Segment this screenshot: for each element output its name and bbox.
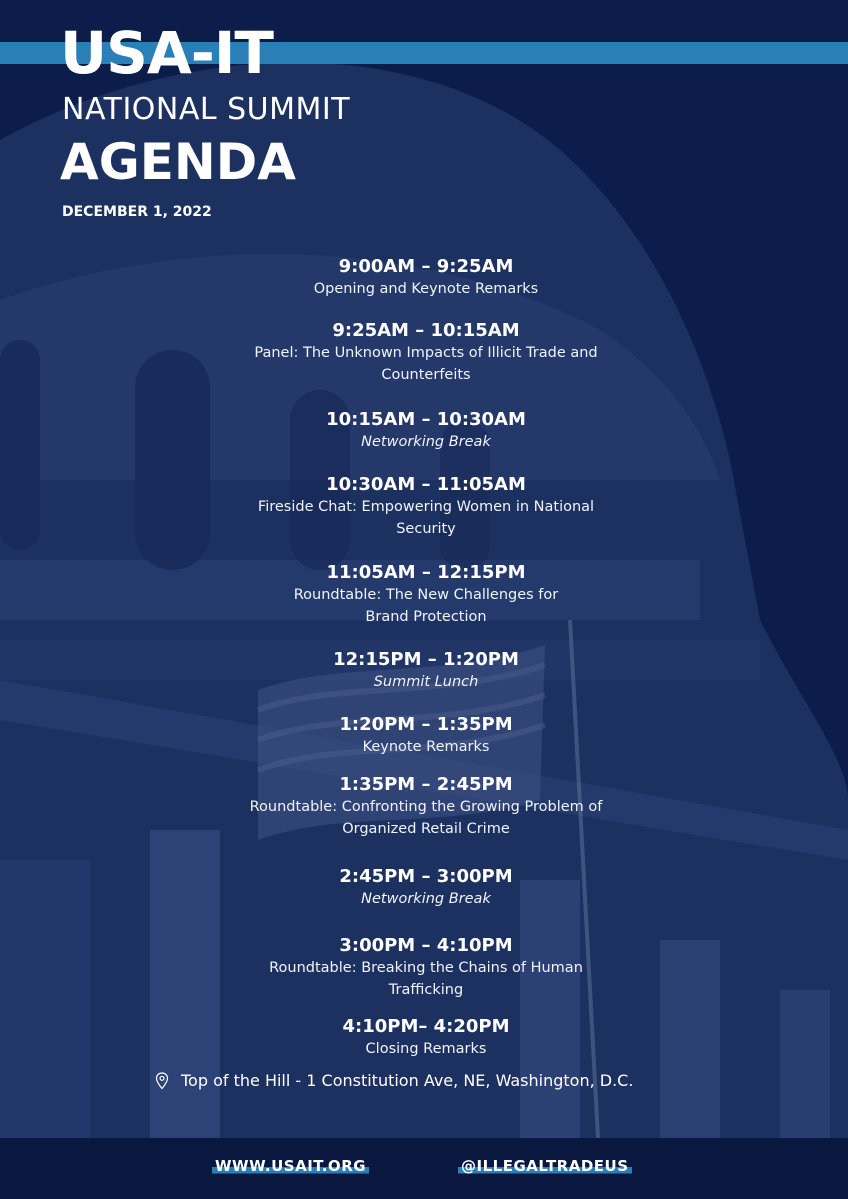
session-title: Closing Remarks — [365, 1041, 487, 1057]
agenda-session — [200, 774, 652, 840]
event-date: DECEMBER 1, 2022 — [62, 204, 212, 220]
session-title: Summit Lunch — [373, 674, 479, 690]
session-title: Keynote Remarks — [362, 739, 490, 755]
session-time: 9:25AM – 10:15AM — [332, 320, 520, 341]
session-time: 9:00AM – 9:25AM — [338, 256, 514, 277]
session-title: Opening and Keynote Remarks — [313, 281, 539, 297]
session-title: Panel: The Unknown Impacts of Illicit Trade and — [254, 345, 598, 361]
session-time: 4:10PM– 4:20PM — [342, 1016, 510, 1037]
location-text: Top of the Hill - 1 Constitution Ave, NE, Washington, D.C. — [181, 1071, 634, 1090]
map-pin-icon — [155, 1072, 169, 1090]
agenda-session — [200, 649, 652, 693]
session-title: Brand Protection — [365, 609, 487, 625]
session-time: 11:05AM – 12:15PM — [326, 562, 526, 583]
session-time: 10:30AM – 11:05AM — [326, 474, 526, 495]
session-title: Networking Break — [361, 434, 491, 450]
social-handle-link[interactable]: @ILLEGALTRADEUS — [458, 1155, 632, 1177]
agenda-session — [200, 714, 652, 758]
session-title: Roundtable: Breaking the Chains of Human — [269, 960, 583, 976]
agenda-session — [200, 256, 652, 300]
agenda-session — [200, 474, 652, 540]
session-title: Networking Break — [361, 891, 491, 907]
summit-subtitle: NATIONAL SUMMIT — [62, 92, 351, 127]
website-link[interactable]: WWW.USAIT.ORG — [212, 1155, 369, 1177]
agenda-session — [200, 409, 652, 453]
session-title: Roundtable: The New Challenges for — [293, 587, 559, 603]
session-title: Fireside Chat: Empowering Women in National — [257, 499, 595, 515]
footer — [0, 1138, 848, 1199]
session-title: Security — [396, 521, 456, 537]
agenda-session — [200, 935, 652, 1001]
session-time: 3:00PM – 4:10PM — [339, 935, 513, 956]
agenda-session — [200, 1016, 652, 1060]
agenda-session — [200, 320, 652, 386]
session-time: 1:20PM – 1:35PM — [339, 714, 513, 735]
event-location — [155, 1068, 715, 1094]
session-time: 1:35PM – 2:45PM — [339, 774, 513, 795]
session-time: 10:15AM – 10:30AM — [326, 409, 526, 430]
session-title: Trafficking — [388, 982, 464, 998]
session-title: Counterfeits — [381, 367, 471, 383]
session-time: 2:45PM – 3:00PM — [339, 866, 513, 887]
brand-title: USA-IT — [60, 19, 273, 87]
session-title: Roundtable: Confronting the Growing Problem of — [249, 799, 603, 815]
session-title: Organized Retail Crime — [342, 821, 510, 837]
agenda-session — [200, 866, 652, 910]
page-title: AGENDA — [60, 133, 296, 191]
agenda-session — [200, 562, 652, 628]
session-time: 12:15PM – 1:20PM — [333, 649, 519, 670]
